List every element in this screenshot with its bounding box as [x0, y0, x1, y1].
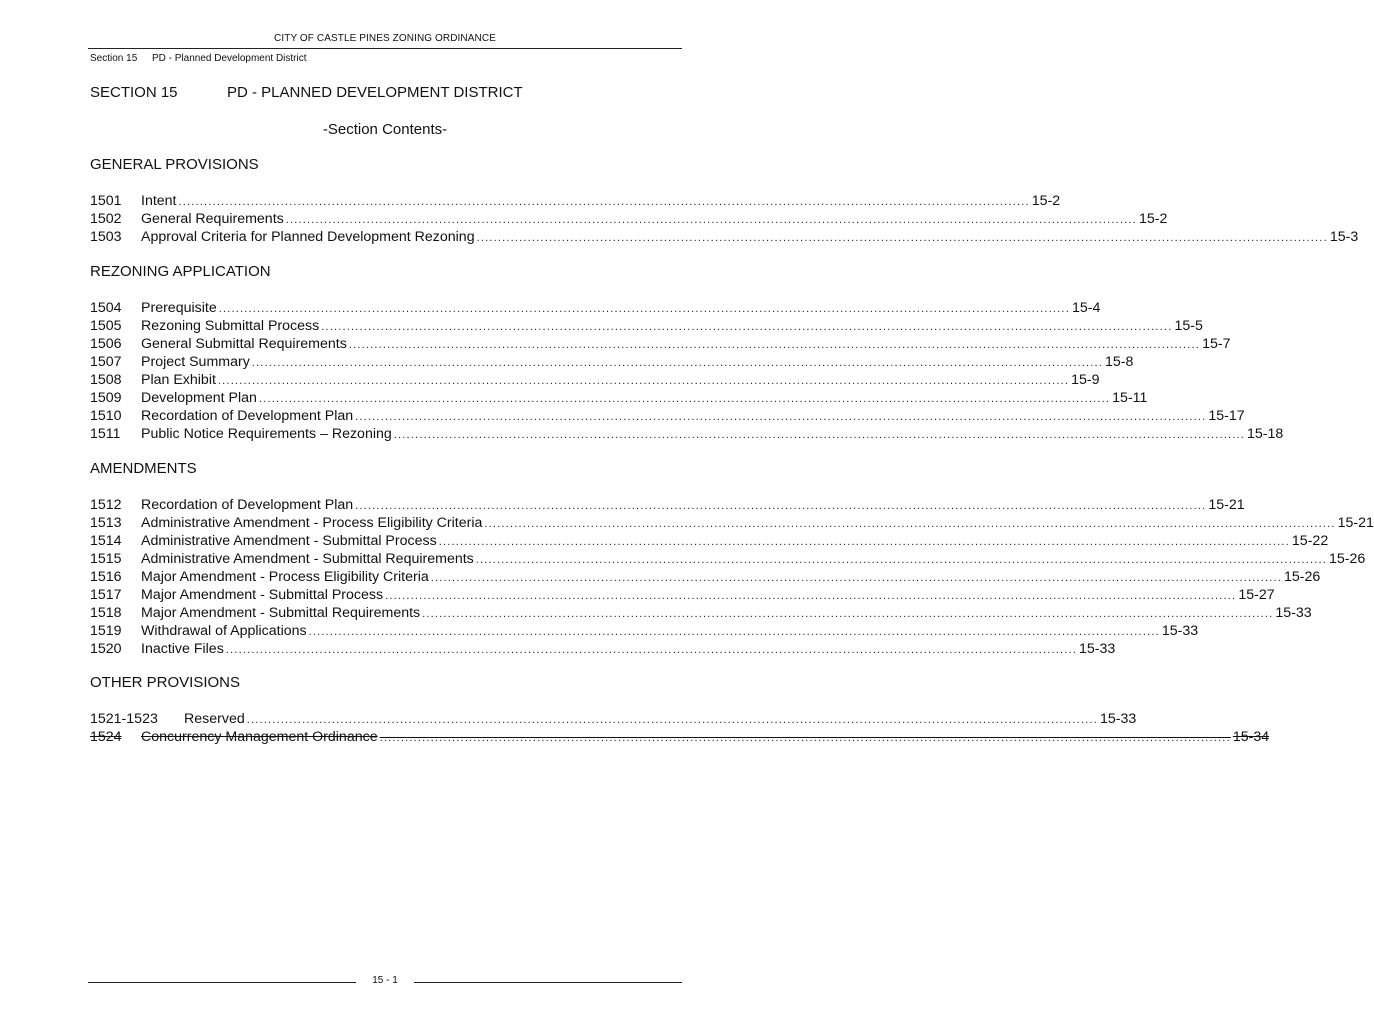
toc-entry[interactable]	[90, 640, 1116, 658]
toc-entry-number: 1513	[90, 515, 122, 531]
toc-entry-page: 15-21	[1337, 515, 1374, 531]
section-number: SECTION 15	[90, 84, 178, 101]
group-heading-amendments: AMENDMENTS	[90, 460, 197, 477]
toc-entry-page: 15-34	[1232, 729, 1270, 745]
toc-entry-page: 15-7	[1202, 336, 1231, 352]
toc-entry-page: 15-9	[1071, 372, 1100, 388]
toc-entry-page: 15-2	[1031, 193, 1061, 209]
toc-entry[interactable]	[90, 532, 1329, 550]
footer-rule-left	[88, 982, 356, 983]
dot-leader: ........................................................................................................................................................................................................	[484, 518, 1336, 530]
toc-entry-number: 1511	[90, 426, 121, 442]
running-section-name: PD - Planned Development District	[152, 53, 307, 64]
toc-entry-page: 15-17	[1208, 408, 1245, 424]
toc-entry[interactable]	[90, 622, 1199, 640]
toc-entry-title: Approval Criteria for Planned Development Rezoning	[141, 229, 475, 245]
toc-entry[interactable]	[90, 425, 1284, 443]
toc-entry-title: Intent	[141, 193, 177, 209]
group-heading-other-provisions: OTHER PROVISIONS	[90, 674, 241, 691]
dot-leader: ........................................................................................................................................................................................................	[225, 644, 1078, 656]
toc-entry-number: 1514	[90, 533, 122, 549]
toc-entry-title: General Requirements	[141, 211, 284, 227]
toc-entry-page: 15-26	[1284, 569, 1321, 585]
header-rule	[88, 48, 682, 49]
contents-title: -Section Contents-	[322, 121, 448, 138]
toc-entry-title: Prerequisite	[141, 300, 217, 316]
toc-entry-title: Rezoning Submittal Process	[141, 318, 320, 334]
toc-entry[interactable]	[90, 299, 1101, 317]
toc-entry-page: 15-11	[1112, 390, 1148, 406]
toc-entry-number: 1502	[90, 211, 122, 227]
toc-entry[interactable]	[90, 514, 1374, 532]
dot-leader: ........................................................................................................................................................................................................	[285, 214, 1137, 226]
toc-entry-page: 15-33	[1161, 623, 1199, 639]
dot-leader: ........................................................................................................................................................................................................	[476, 232, 1328, 244]
toc-entry-title: General Submittal Requirements	[141, 336, 347, 352]
dot-leader: ........................................................................................................................................................................................................	[385, 590, 1237, 602]
toc-entry-number: 1516	[90, 569, 122, 585]
toc-entry-title: Inactive Files	[141, 641, 224, 657]
toc-entry-number: 1507	[90, 354, 122, 370]
toc-entry[interactable]	[90, 710, 1137, 728]
toc-entry-number: 1519	[90, 623, 122, 639]
dot-leader: ........................................................................................................................................................................................................	[355, 411, 1207, 423]
toc-entry-title: Public Notice Requirements – Rezoning	[141, 426, 392, 442]
toc-entry-number: 1506	[90, 336, 122, 352]
running-section-number: Section 15	[90, 53, 138, 64]
dot-leader: ........................................................................................................................................................................................................	[355, 500, 1207, 512]
dot-leader: ........................................................................................................................................................................................................	[246, 714, 1098, 726]
toc-entry-title: Major Amendment - Process Eligibility Criteria	[141, 569, 429, 585]
toc-entry-page: 15-33	[1099, 711, 1137, 727]
toc-entry-page: 15-18	[1247, 426, 1284, 442]
toc-entry-number: 1501	[90, 193, 122, 209]
toc-entry[interactable]	[90, 550, 1366, 568]
toc-entry-page: 15-27	[1238, 587, 1275, 603]
toc-entry-number: 1524	[90, 729, 122, 745]
toc-entry[interactable]	[90, 353, 1134, 371]
toc-entry[interactable]	[90, 210, 1168, 228]
toc-entry-title: Recordation of Development Plan	[141, 408, 354, 424]
toc-entry-title: Major Amendment - Submittal Requirements	[141, 605, 421, 621]
dot-leader: ........................................................................................................................................................................................................	[430, 572, 1283, 584]
toc-entry-number: 1505	[90, 318, 122, 334]
toc-entry-title: Reserved	[184, 711, 245, 727]
toc-entry-number: 1510	[90, 408, 122, 424]
toc-entry[interactable]	[90, 496, 1245, 514]
ordinance-title: CITY OF CASTLE PINES ZONING ORDINANCE	[274, 33, 496, 44]
dot-leader: ........................................................................................................................................................................................................	[321, 321, 1173, 333]
section-heading	[90, 84, 523, 101]
toc-entry-page: 15-22	[1291, 533, 1329, 549]
toc-entry-number: 1517	[90, 587, 122, 603]
dot-leader: ........................................................................................................................................................................................................	[379, 732, 1231, 744]
toc-entry-title: Administrative Amendment - Submittal Process	[141, 533, 437, 549]
dot-leader: ........................................................................................................................................................................................................	[218, 303, 1070, 315]
toc-entry-title: Recordation of Development Plan	[141, 497, 354, 513]
toc-entry-number: 1512	[90, 497, 122, 513]
toc-entry[interactable]	[90, 317, 1203, 335]
dot-leader: ........................................................................................................................................................................................................	[348, 339, 1201, 351]
toc-entry[interactable]	[90, 407, 1245, 425]
group-heading-general-provisions: GENERAL PROVISIONS	[90, 156, 259, 173]
toc-entry[interactable]	[90, 568, 1321, 586]
toc-entry-number: 1518	[90, 605, 122, 621]
toc-entry[interactable]	[90, 389, 1148, 407]
dot-leader: ........................................................................................................................................................................................................	[438, 536, 1290, 548]
toc-entry-page: 15-3	[1329, 229, 1359, 245]
dot-leader: ........................................................................................................................................................................................................	[422, 608, 1274, 620]
dot-leader: ........................................................................................................................................................................................................	[178, 196, 1030, 208]
dot-leader: ........................................................................................................................................................................................................	[251, 357, 1104, 369]
toc-entry-title: Withdrawal of Applications	[141, 623, 307, 639]
toc-entry[interactable]	[90, 604, 1312, 622]
toc-entry-number: 1515	[90, 551, 122, 567]
toc-entry-number: 1520	[90, 641, 122, 657]
toc-entry-title: Development Plan	[141, 390, 257, 406]
toc-entry-number: 1521-1523	[90, 711, 158, 727]
toc-entry-number: 1503	[90, 229, 122, 245]
toc-entry-page: 15-26	[1329, 551, 1366, 567]
toc-entry-page: 15-5	[1174, 318, 1203, 334]
dot-leader: ........................................................................................................................................................................................................	[308, 626, 1160, 638]
toc-entry-title: Administrative Amendment - Submittal Requirements	[141, 551, 474, 567]
dot-leader: ........................................................................................................................................................................................................	[258, 393, 1111, 405]
toc-entry-page: 15-2	[1138, 211, 1168, 227]
toc-entry[interactable]	[90, 192, 1061, 210]
toc-entry[interactable]	[90, 228, 1359, 246]
toc-entry-title: Administrative Amendment - Process Eligibility Criteria	[141, 515, 483, 531]
toc-entry-page: 15-21	[1208, 497, 1245, 513]
footer-rule-right	[414, 982, 682, 983]
toc-entry-number: 1504	[90, 300, 122, 316]
dot-leader: ........................................................................................................................................................................................................	[393, 429, 1246, 441]
toc-entry-page: 15-33	[1079, 641, 1116, 657]
toc-entry[interactable]	[90, 586, 1275, 604]
toc-entry-title: Plan Exhibit	[141, 372, 216, 388]
dot-leader: ........................................................................................................................................................................................................	[475, 554, 1327, 566]
toc-entry-page: 15-4	[1071, 300, 1101, 316]
toc-entry-number: 1508	[90, 372, 122, 388]
toc-entry-number: 1509	[90, 390, 122, 406]
toc-entry-struck[interactable]	[90, 728, 1270, 746]
running-section-label	[90, 53, 307, 64]
toc-entry-title: Project Summary	[141, 354, 250, 370]
page-number: 15 - 1	[372, 975, 398, 986]
section-title: PD - PLANNED DEVELOPMENT DISTRICT	[227, 84, 523, 101]
toc-entry[interactable]	[90, 335, 1231, 353]
group-heading-rezoning-application: REZONING APPLICATION	[90, 263, 271, 280]
toc-entry-page: 15-8	[1105, 354, 1134, 370]
toc-entry-title: Concurrency Management Ordinance	[141, 729, 378, 745]
toc-entry-title: Major Amendment - Submittal Process	[141, 587, 384, 603]
dot-leader: ........................................................................................................................................................................................................	[217, 375, 1070, 387]
toc-entry[interactable]	[90, 371, 1100, 389]
toc-entry-page: 15-33	[1275, 605, 1312, 621]
